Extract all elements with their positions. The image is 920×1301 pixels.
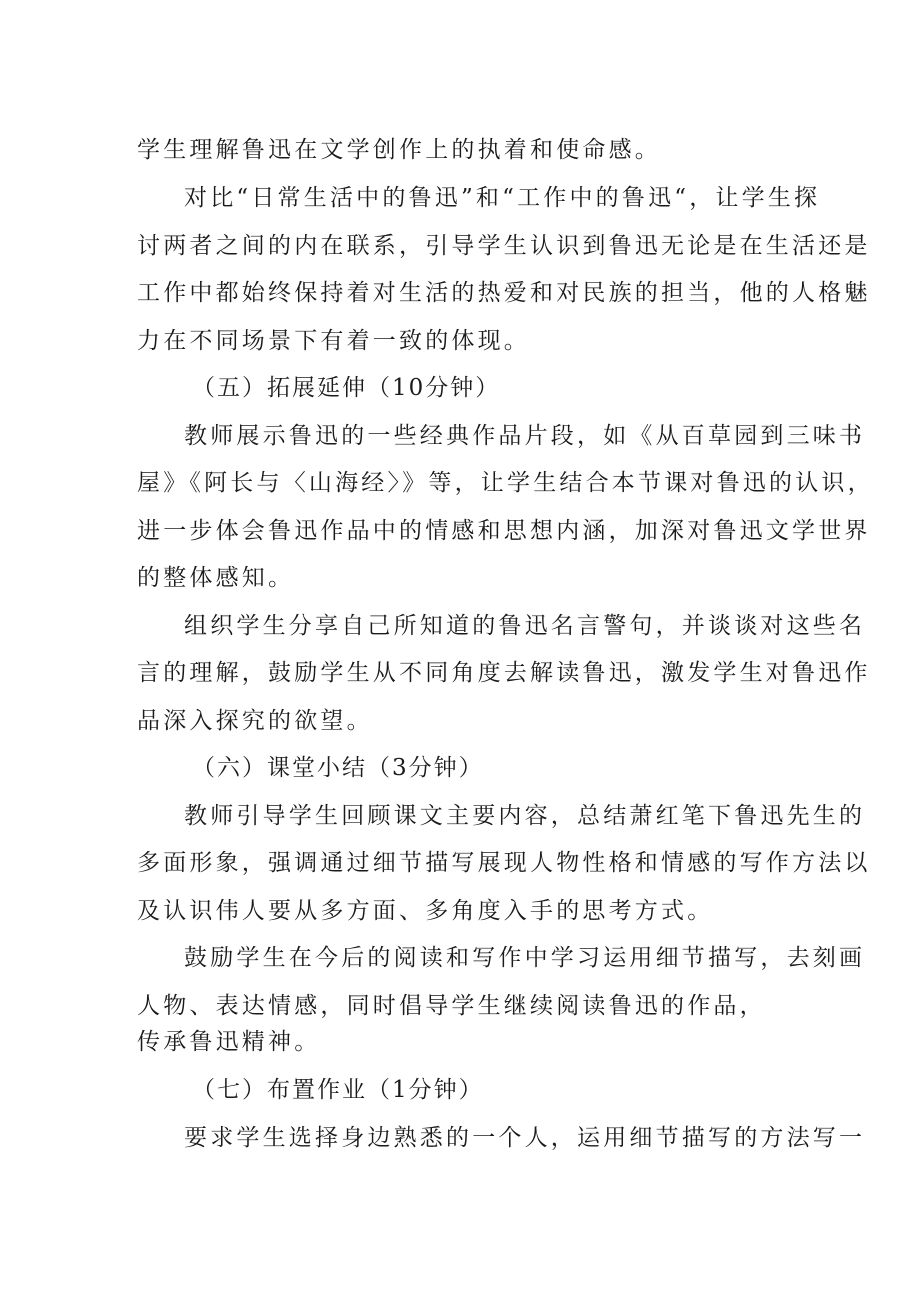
paragraph-line: 组织学生分享自己所知道的鲁迅名言警句，并谈谈对这些名: [184, 613, 866, 639]
paragraph-line: 的整体感知。: [137, 565, 295, 591]
paragraph-line: 传承鲁迅精神。: [137, 1029, 321, 1055]
paragraph-line: 言的理解，鼓励学生从不同角度去解读鲁迅，激发学生对鲁迅作: [137, 660, 871, 686]
section-heading: （七）布置作业（1分钟）: [192, 1077, 484, 1103]
paragraph-line: 人物、表达情感，同时倡导学生继续阅读鲁迅的作品，: [137, 993, 766, 1019]
paragraph-line: 对比“日常生活中的鲁迅”和“工作中的鲁迅“，让学生探: [184, 185, 821, 211]
section-heading: （五）拓展延伸（10分钟）: [192, 375, 501, 401]
paragraph-line: 屋》《阿长与〈山海经〉》等，让学生结合本节课对鲁迅的认识，: [137, 470, 874, 496]
paragraph-line: 要求学生选择身边熟悉的一个人，运用细节描写的方法写一: [184, 1125, 866, 1151]
paragraph-line: 工作中都始终保持着对生活的热爱和对民族的担当，他的人格魅: [137, 280, 871, 306]
paragraph-line: 品深入探究的欲望。: [137, 708, 373, 734]
paragraph-line: 讨两者之间的内在联系，引导学生认识到鲁迅无论是在生活还是: [137, 233, 871, 259]
paragraph-line: 教师展示鲁迅的一些经典作品片段，如《从百草园到三味书: [184, 423, 866, 449]
paragraph-line: 进一步体会鲁迅作品中的情感和思想内涵，加深对鲁迅文学世界: [137, 518, 871, 544]
paragraph-line: 及认识伟人要从多方面、多角度入手的思考方式。: [137, 898, 714, 924]
paragraph-line: 学生理解鲁迅在文学创作上的执着和使命感。: [137, 137, 661, 163]
paragraph-line: 教师引导学生回顾课文主要内容，总结萧红笔下鲁迅先生的: [184, 803, 866, 829]
paragraph-line: 鼓励学生在今后的阅读和写作中学习运用细节描写，去刻画: [184, 945, 866, 971]
paragraph-line: 力在不同场景下有着一致的体现。: [137, 328, 530, 354]
section-heading: （六）课堂小结（3分钟）: [192, 755, 484, 781]
paragraph-line: 多面形象，强调通过细节描写展现人物性格和情感的写作方法以: [137, 850, 871, 876]
